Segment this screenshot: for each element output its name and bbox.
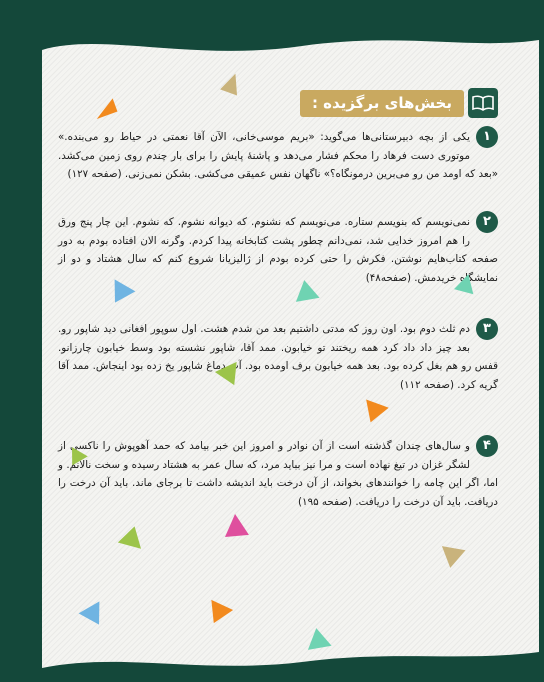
excerpt-number: ۳	[476, 318, 498, 340]
excerpt-text: نمی‌نویسم که بنویسم ستاره. می‌نویسم که نشنوم. که دیوانه نشوم. که نشوم. این چار پنج ورق را هم امروز خدایی شد، نمی‌دانم چطور پشت کتابخانه پیدا کردم. وگرنه الان افتاده بودم به دور صفحه کتاب‌هایم نوشتن. فکرش را حتی کرده بودم از ژالیزیانا شروع کنم که سال هشتاد و دو از نمایشگاه خریدمش. (صفحه۴۸)	[58, 216, 498, 284]
excerpt-text: یکی از بچه دبیرستانی‌ها می‌گوید: «بریم موسی‌خانی، الآن آقا نعمتی در حیاط رو می‌بنده.» موتوری دست فرهاد را محکم فشار می‌دهد و پاشنهٔ پایش را برای بار چندم روی زمین می‌کشد. «بعد که اومد من رو می‌برین درمونگاه؟» ناگهان نفس عمیقی می‌کشی. بشکن نمی‌زنی. (صفحه ۱۲۷)	[58, 131, 498, 180]
decor-triangle	[292, 278, 319, 302]
excerpt-2	[58, 213, 498, 287]
excerpt-3	[58, 320, 498, 394]
excerpt-1	[58, 128, 498, 184]
excerpt-text: دم ثلث دوم بود. اون روز که مدتی داشتیم بعد من شدم هشت. اول سوپور افغانی دید شاپور رو. بعد چیز داد داد کرد همه ریختند تو خیابون. ممد آقا، شاپور نشسته بود وسط خیابون چارزانو. قفس رو هم بغل کرده بود. بعد همه خیابون برف اومده بود. آب دماغ شاپور یخ زده بود اینجاش. ممد آقا گریه کرد. (صفحه ۱۱۲)	[58, 323, 498, 391]
excerpt-number: ۱	[476, 126, 498, 148]
decor-triangle	[223, 513, 249, 537]
excerpt-number: ۲	[476, 211, 498, 233]
decor-triangle	[304, 626, 331, 650]
section-header	[300, 88, 498, 118]
excerpt-text: و سال‌های چندان گذشته است از آن نوادر و امروز این خبر بیامد که حمد آهوپوش را ناکسی از لشگر غزان در تیغ نهاده است و مرا نیز بباید مرد، که سال عمر به هشتاد رسیده و سخت نالانم. و اما، اگر این چامه را خوانندهای بخواند، از آن درخت باید اندیشه داشت تا برجای ماند. باید آن درخت را دریافت. باید آن درخت را دریافت. (صفحه ۱۹۵)	[58, 440, 498, 508]
open-book-icon	[468, 88, 498, 118]
section-title: بخش‌های برگزیده :	[300, 90, 464, 117]
excerpt-4	[58, 437, 498, 511]
excerpt-number: ۴	[476, 435, 498, 457]
decor-triangle	[438, 546, 465, 570]
